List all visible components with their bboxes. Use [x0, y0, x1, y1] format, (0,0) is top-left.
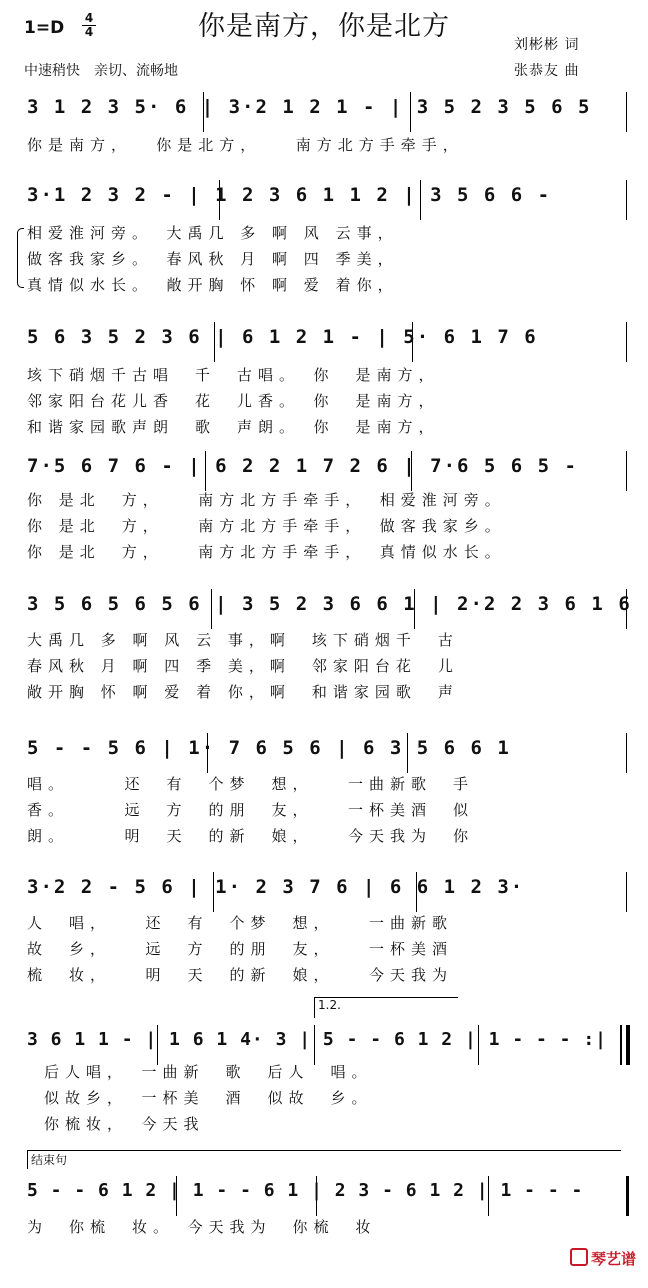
tempo-marking: 中速稍快 亲切、流畅地: [24, 63, 178, 79]
logo-icon: [570, 1248, 588, 1266]
lyric-line-verse-3: 梳 妆， 明 天 的新 娘， 今天我为: [27, 966, 454, 984]
lyric-line-verse-2: 你 是北 方， 南方北方手牵手， 做客我家乡。: [27, 517, 506, 535]
score-system-5: [0, 589, 648, 701]
lyric-line-verse-2: 邻家阳台花儿香 花 儿香。 你 是南方，: [27, 392, 440, 410]
notation-line: 3·2 2 - 5 6 | 1· 2 3 7 6 | 6 6 1 2 3·: [27, 876, 525, 898]
site-logo: [570, 1248, 636, 1269]
logo-text: 琴艺谱: [590, 1250, 636, 1268]
lyric-line-verse-1: 大禹几 多 啊 风 云 事，啊 垓下硝烟千 古: [27, 631, 459, 649]
lyric-line-verse-1: 人 唱， 还 有 个梦 想， 一曲新歌: [27, 914, 454, 932]
verse-brace: [17, 228, 24, 288]
lyric-line-verse-2: 做客我家乡。 春风秋 月 啊 四 季美，: [27, 250, 399, 268]
lyric-line-verse-2: 香。 远 方 的朋 友， 一杯美酒 似: [27, 801, 475, 819]
score-system-6: [0, 733, 648, 845]
time-signature-bottom: 4: [84, 25, 94, 39]
notation-line: 5 - - 6 1 2 | 1 - - 6 1 | 2 3 - 6 1 2 | 1 - - -: [27, 1180, 584, 1201]
final-barline: [626, 1176, 629, 1216]
lyric-line-verse-3: 朗。 明 天 的新 娘， 今天我为 你: [27, 827, 475, 845]
volta-label: 1.2.: [318, 998, 341, 1012]
lyric-line-verse-2: 春风秋 月 啊 四 季 美，啊 邻家阳台花 儿: [27, 657, 459, 675]
score-system-2: [0, 180, 648, 292]
ending-bracket: [27, 1150, 621, 1169]
lyric-line: 为 你梳 妆。 今天我为 你梳 妆: [27, 1218, 377, 1236]
score-system-7: [0, 872, 648, 984]
barline: [626, 322, 627, 362]
barline: [626, 733, 627, 773]
lyric-line-verse-3: 敞开胸 怀 啊 爱 着 你，啊 和谐家园歌 声: [27, 683, 459, 701]
barline: [626, 180, 627, 220]
repeat-barline: [620, 1025, 622, 1065]
ending-label: 结束句: [31, 1153, 68, 1167]
barline: [626, 92, 627, 132]
lyric-line-verse-2: 似故乡， 一杯美 酒 似故 乡。: [44, 1089, 373, 1107]
lyric-line-verse-3: 和谐家园歌声朗 歌 声朗。 你 是南方，: [27, 418, 440, 436]
lyricist: 刘彬彬 词: [514, 37, 580, 53]
barline: [626, 451, 627, 491]
notation-line: 3 5 6 5 6 5 6 | 3 5 2 3 6 6 1 | 2·2 2 3 6 1 6: [27, 593, 632, 615]
notation-line: 3 6 1 1 - | 1 6 1 4· 3 | 5 - - 6 1 2 | 1 - - - :|: [27, 1029, 608, 1050]
lyric-line: 你是南方， 你是北方， 南方北方手牵手，: [27, 136, 464, 154]
lyric-line-verse-1: 相爱淮河旁。 大禹几 多 啊 风 云事，: [27, 224, 399, 242]
lyric-line-verse-1: 唱。 还 有 个梦 想， 一曲新歌 手: [27, 775, 475, 793]
notation-line: 3·1 2 3 2 - | 1 2 3 6 1 1 2 | 3 5 6 6 -: [27, 184, 552, 206]
notation-line: 5 6 3 5 2 3 6 | 6 1 2 1 - | 5· 6 1 7 6: [27, 326, 538, 348]
score-system-4: [0, 451, 648, 563]
score-system-3: [0, 322, 648, 434]
lyric-line-verse-1: 你 是北 方， 南方北方手牵手， 相爱淮河旁。: [27, 491, 506, 509]
song-title: 你是南方，你是北方: [198, 11, 450, 42]
lyric-line-verse-1: 后人唱， 一曲新 歌 后人 唱。: [44, 1063, 373, 1081]
time-signature-top: 4: [84, 11, 94, 25]
notation-line: 7·5 6 7 6 - | 6 2 2 1 7 2 6 | 7·6 5 6 5 -: [27, 455, 578, 477]
barline: [626, 872, 627, 912]
score-system-8: [0, 998, 648, 1137]
notation-line: 3 1 2 3 5· 6 | 3·2 1 2 1 - | 3 5 2 3 5 6 5: [27, 96, 592, 118]
score-system-9: [0, 1153, 648, 1288]
volta-bracket: [314, 997, 458, 1018]
key-signature: 1=D: [24, 18, 65, 38]
lyric-line-verse-3: 你梳妆， 今天我: [44, 1115, 205, 1133]
notation-line: 5 - - 5 6 | 1· 7 6 5 6 | 6 3 5 6 6 1: [27, 737, 511, 759]
lyric-line-verse-3: 你 是北 方， 南方北方手牵手， 真情似水长。: [27, 543, 506, 561]
repeat-barline-thick: [626, 1025, 630, 1065]
lyric-line-verse-2: 故 乡， 远 方 的朋 友， 一杯美酒: [27, 940, 454, 958]
lyric-line-verse-1: 垓下硝烟千古唱 千 古唱。 你 是南方，: [27, 366, 440, 384]
lyric-line-verse-3: 真情似水长。 敞开胸 怀 啊 爱 着你，: [27, 276, 399, 294]
composer: 张恭友 曲: [514, 63, 580, 79]
